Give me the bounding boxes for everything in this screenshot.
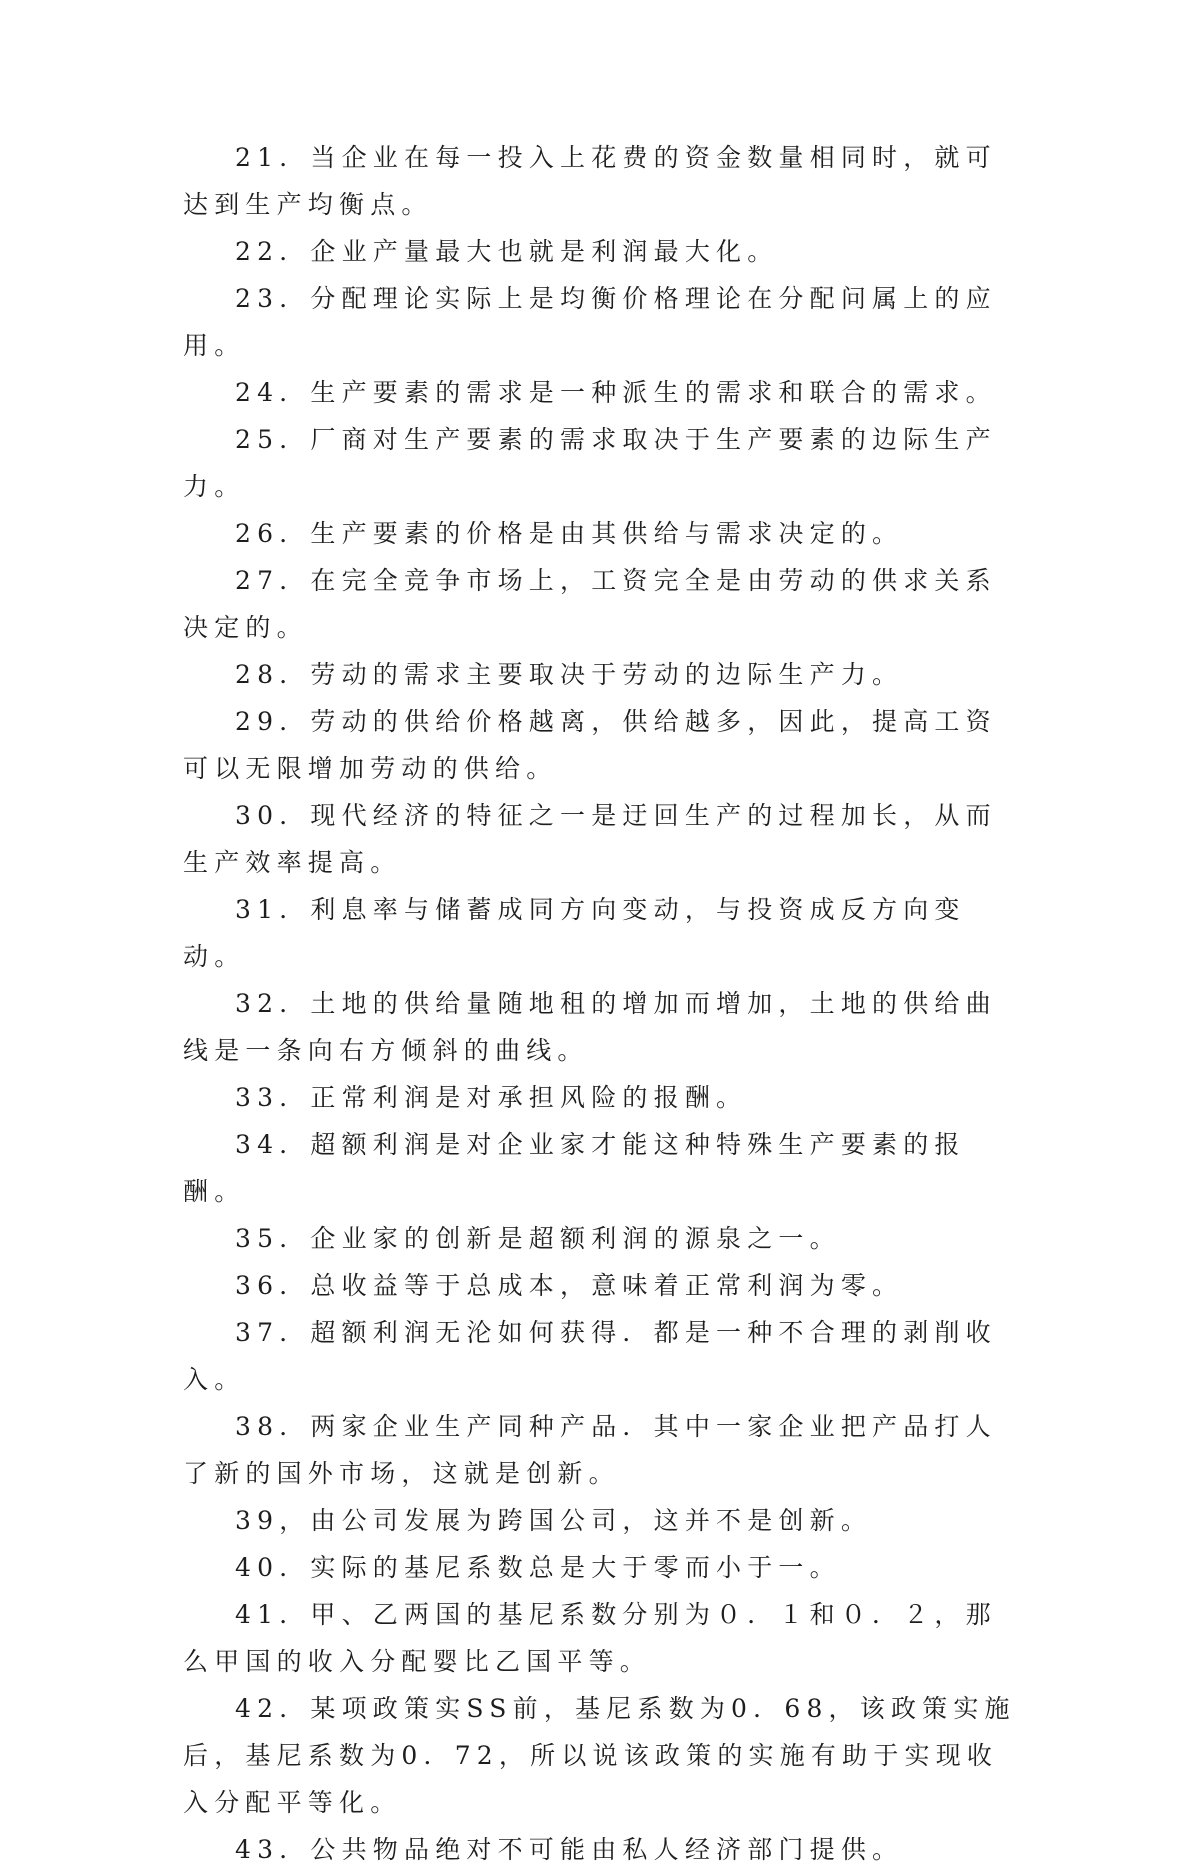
question-item-34: 34．超额利润是对企业家才能这种特殊生产要素的报酬。: [183, 1130, 966, 1206]
question-item-43: 43．公共物品绝对不可能由私人经济部门提供。: [235, 1835, 904, 1864]
question-item-32: 32．土地的供给量随地租的增加而增加，土地的供给曲线是一条向右方倾斜的曲线。: [183, 989, 997, 1065]
question-item-31: 31．利息率与储蓄成同方向变动，与投资成反方向变动。: [183, 895, 966, 971]
question-item-35: 35．企业家的创新是超额利润的源泉之一。: [235, 1224, 841, 1253]
question-item-26: 26．生产要素的价格是由其供给与需求决定的。: [235, 519, 904, 548]
question-item-24: 24．生产要素的需求是一种派生的需求和联合的需求。: [235, 378, 997, 407]
question-item-29: 29．劳动的供给价格越离，供给越多，因此，提高工资可以无限增加劳动的供给。: [183, 707, 997, 783]
question-item-23: 23．分配理论实际上是均衡价格理论在分配问属上的应用。: [183, 284, 997, 360]
question-item-38: 38．两家企业生产同种产品．其中一家企业把产品打人了新的国外市场，这就是创新。: [183, 1412, 997, 1488]
question-item-41: 41．甲、乙两国的基尼系数分别为０．１和０．２，那么甲国的收入分配婴比乙国平等。: [183, 1600, 997, 1676]
question-list: [183, 134, 1023, 1873]
question-item-28: 28．劳动的需求主要取决于劳动的边际生产力。: [235, 660, 904, 689]
question-item-22: 22．企业产量最大也就是利润最大化。: [235, 237, 779, 266]
question-item-30: 30．现代经济的特征之一是迂回生产的过程加长，从而生产效率提高。: [183, 801, 997, 877]
question-item-27: 27．在完全竞争市场上，工资完全是由劳动的供求关系决定的。: [183, 566, 997, 642]
question-item-25: 25．厂商对生产要素的需求取决于生产要素的边际生产力。: [183, 425, 997, 501]
question-item-42: 42．某项政策实SS前，基尼系数为0．68，该政策实施后，基尼系数为0．72，所以说该政策的实施有助于实现收入分配平等化。: [183, 1694, 1016, 1817]
question-item-37: 37．超额利润无沦如何获得．都是一种不合理的剥削收入。: [183, 1318, 997, 1394]
question-item-40: 40．实际的基尼系数总是大于零而小于一。: [235, 1553, 841, 1582]
question-item-39: 39，由公司发展为跨国公司，这并不是创新。: [235, 1506, 873, 1535]
question-item-21: 21．当企业在每一投入上花费的资金数量相同时，就可达到生产均衡点。: [183, 143, 997, 219]
question-item-33: 33．正常利润是对承担风险的报酬。: [235, 1083, 748, 1112]
question-item-36: 36．总收益等于总成本，意味着正常利润为零。: [235, 1271, 904, 1300]
